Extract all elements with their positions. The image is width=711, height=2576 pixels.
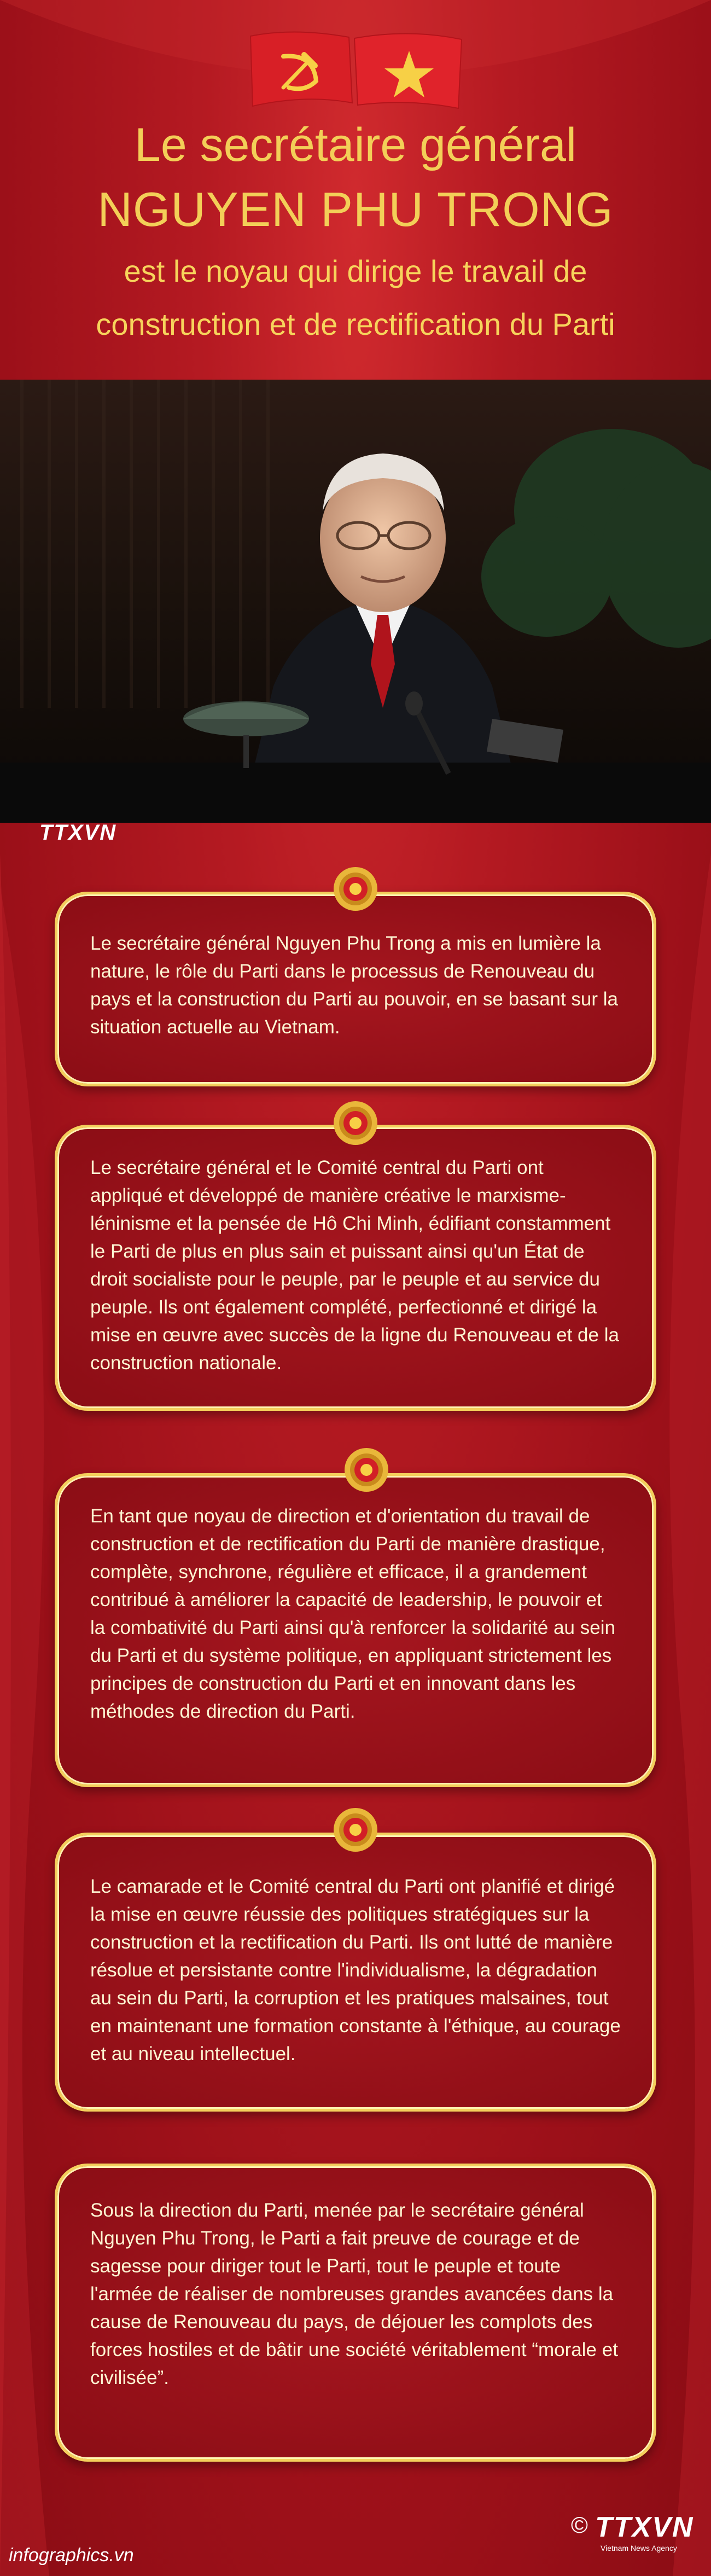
content-card-3	[55, 1473, 656, 1787]
medal-icon	[332, 1806, 379, 1853]
content-card-5	[55, 2164, 656, 2462]
page-subtitle-line-2: construction et de rectification du Parti	[96, 307, 615, 341]
leader-speech-photo	[0, 380, 711, 823]
card-text: Le secrétaire général et le Comité central du Parti ont appliqué et développé de manière créative le marxisme-léninisme et la pensée de Hô Chi Minh, édifiant constamment le Parti de plus en plus sain et puissant ainsi qu'un État de droit socialiste pour le peuple, par le peuple et au service du peuple. Ils ont également complété, perfectionné et dirigé la mise en œuvre avec succès de la ligne du Renouveau et de la construction nationale.	[90, 1157, 619, 1374]
copyright-symbol: ©	[571, 2512, 588, 2538]
medal-icon	[343, 1446, 390, 1493]
card-text: Le secrétaire général Nguyen Phu Trong a mis en lumière la nature, le rôle du Parti dans le processus de Renouveau du pays et la construction du Parti au pouvoir, en se basant sur la situation actuelle au Vietnam.	[90, 933, 619, 1038]
card-text: En tant que noyau de direction et d'orientation du travail de construction et de rectification du Parti de manière drastique, complète, synchrone, régulière et efficace, il a grandement contribué à améliorer la capacité de leadership, le pouvoir et la combativité du Parti ainsi qu'à renforcer la solidarité au sein du Parti et du système politique, en appliquant strictement les principes de construction du Parti et en innovant dans les méthodes de direction du Parti.	[90, 1505, 615, 1722]
site-link[interactable]: infographics.vn	[9, 2545, 134, 2566]
ttxvn-logo-subtitle: Vietnam News Agency	[601, 2544, 677, 2552]
content-card-1	[55, 892, 656, 1086]
page-title-line-1: Le secrétaire général	[135, 119, 576, 171]
page-subtitle-line-1: est le noyau qui dirige le travail de	[124, 254, 587, 288]
medal-icon	[332, 1100, 379, 1147]
content-card-2	[55, 1125, 656, 1411]
flags-icon	[245, 26, 466, 114]
card-text: Le camarade et le Comité central du Parti ont planifié et dirigé la mise en œuvre réussie des politiques stratégiques sur la construction et la rectification du Parti. Ils ont lutté de manière résolue et persistante contre l'individualisme, la dégradation au sein du Parti, la corruption et les pratiques malsaines, tout en maintenant une formation constante à l'éthique, au courage et au niveau intellectuel.	[90, 1876, 621, 2065]
ttxvn-logo: TTXVN	[595, 2511, 694, 2543]
content-card-4	[55, 1833, 656, 2112]
page-title-line-2: NGUYEN PHU TRONG	[97, 182, 614, 236]
photo-credit-logo: TTXVN	[39, 821, 117, 845]
card-text: Sous la direction du Parti, menée par le secrétaire général Nguyen Phu Trong, le Parti a fait preuve de courage et de sagesse pour diriger tout le Parti, tout le peuple et toute l'armée de réaliser de nombreuses grandes avancées dans la cause de Renouveau du pays, de déjouer les complots des forces hostiles et de bâtir une société véritablement “morale et civilisée”.	[90, 2200, 618, 2388]
medal-icon	[332, 865, 379, 912]
